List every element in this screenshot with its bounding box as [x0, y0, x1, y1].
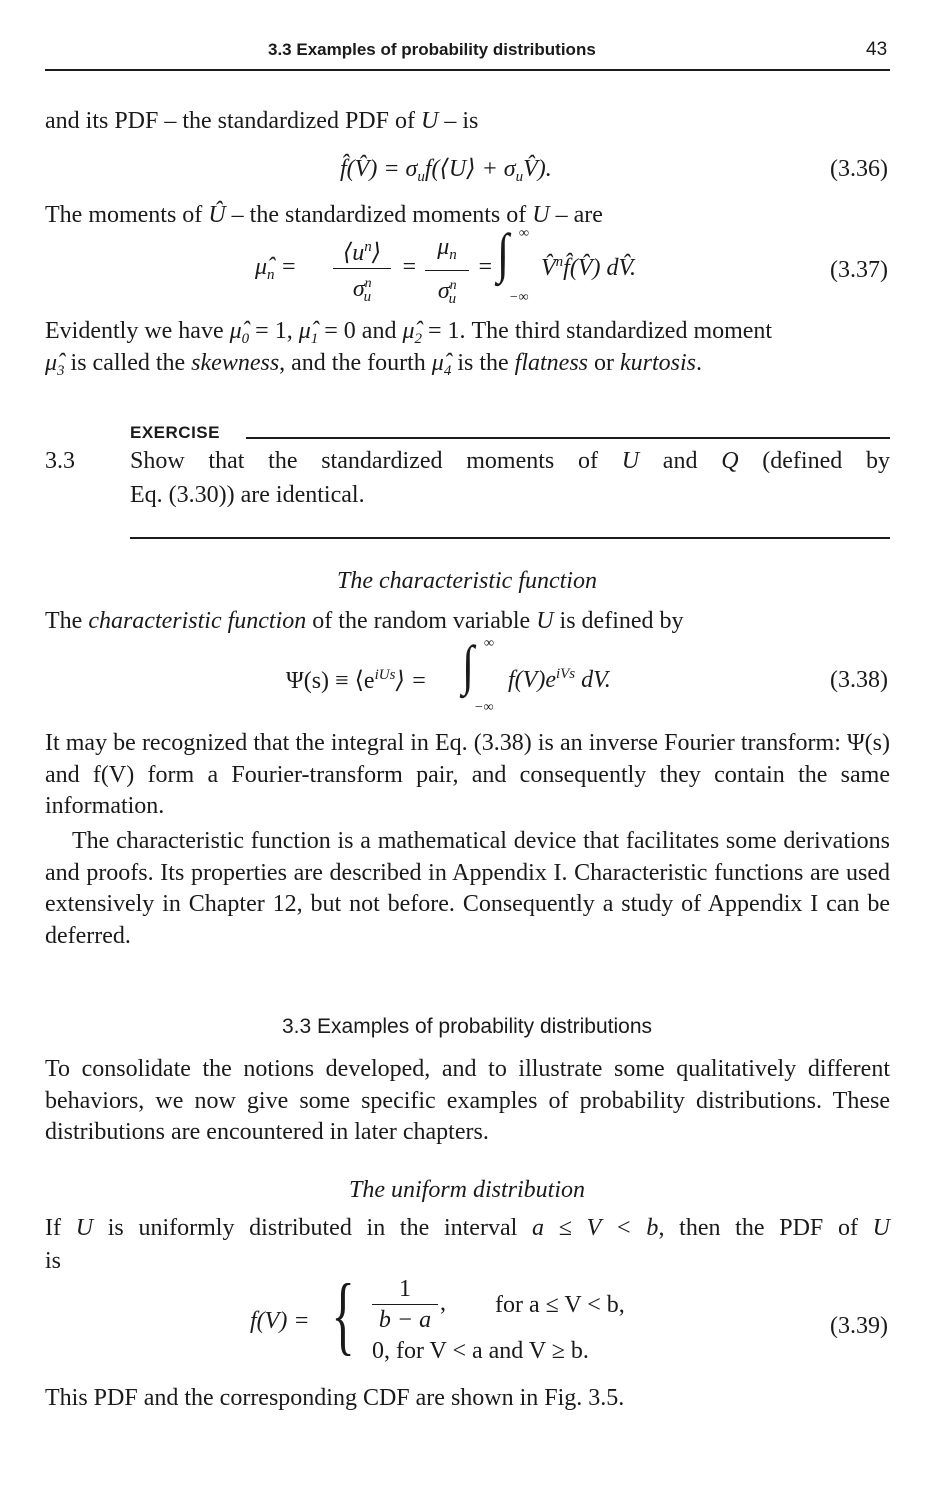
exercise-number: 3.3 [45, 448, 75, 474]
running-header-title: 3.3 Examples of probability distributions [268, 40, 596, 59]
paragraph-char-fn-properties: The characteristic function is a mathematical device that facilitates some derivations and proofs. Its properties are described in Appendix I. Characteristic functions are used extensively in Chapter 12, but not before. Consequently a study of Appendix I can be deferred. [45, 828, 890, 949]
paragraph-skewness-line1: Evidently we have $\mû_0 = 1$, $\mû_1 = 0$ and $\mû_2 = 1$. The third standardized moment [45, 318, 773, 347]
paragraph-figure-reference: This PDF and the corresponding CDF are shown in Fig. 3.5. [45, 1385, 625, 1411]
paragraph-uniform-definition-line1: If U is uniformly distributed in the interval a ≤ V < b, then the PDF of U [45, 1215, 891, 1241]
paragraph-pdf-intro: and its PDF – the standardized PDF of U – is [45, 108, 479, 134]
page-number: 43 [866, 39, 888, 60]
header-rule [45, 69, 890, 71]
paragraph-examples-intro: To consolidate the notions developed, and to illustrate some qualitatively different behaviors, we now give some specific examples of probability distributions. These distributions are encountered in later chapters. [45, 1056, 890, 1145]
exercise-end-rule [130, 537, 890, 539]
subsection-title-characteristic-function: The characteristic function [337, 568, 597, 594]
paragraph-skewness-line2: $\mû_3$ is called the skewness, and the fourth $\mû_4$ is the flatness or kurtosis. [45, 350, 703, 379]
paragraph-char-fn-definition: The characteristic function of the random variable U is defined by [45, 608, 684, 634]
equation-3-36: f̂(V̂) = $\sigma_uf(⟨U⟩$ + $\sigma_uV̂$). [340, 156, 552, 185]
equation-number-3-36: (3.36) [830, 156, 888, 182]
exercise-text-line2: Eq. (3.30)) are identical. [130, 482, 365, 508]
equation-number-3-37: (3.37) [830, 257, 888, 283]
equation-3-39: f(V) = { 1 b − a , for a ≤ V < b, 0, for V < a and V ≥ b. [250, 1267, 625, 1364]
paragraph-moments-intro: The moments of Û – the standardized moments of U – are [45, 202, 603, 228]
section-heading-3-3: 3.3 Examples of probability distributions [281, 1015, 653, 1038]
exercise-heading: EXERCISE [130, 423, 220, 442]
paragraph-fourier-transform: It may be recognized that the integral in Eq. (3.38) is an inverse Fourier transform: Ψ(s) and f(V) form a Fourier-transform pair, and consequently they contain the same information. [45, 730, 890, 819]
subsection-title-uniform-distribution: The uniform distribution [348, 1177, 586, 1203]
exercise-text-line1: Show that the standardized moments of U and Q (defined by [130, 448, 890, 474]
paragraph-uniform-definition-line2: is [45, 1248, 62, 1274]
equation-number-3-39: (3.39) [830, 1313, 888, 1339]
equation-number-3-38: (3.38) [830, 667, 888, 693]
exercise-heading-rule [246, 437, 890, 439]
